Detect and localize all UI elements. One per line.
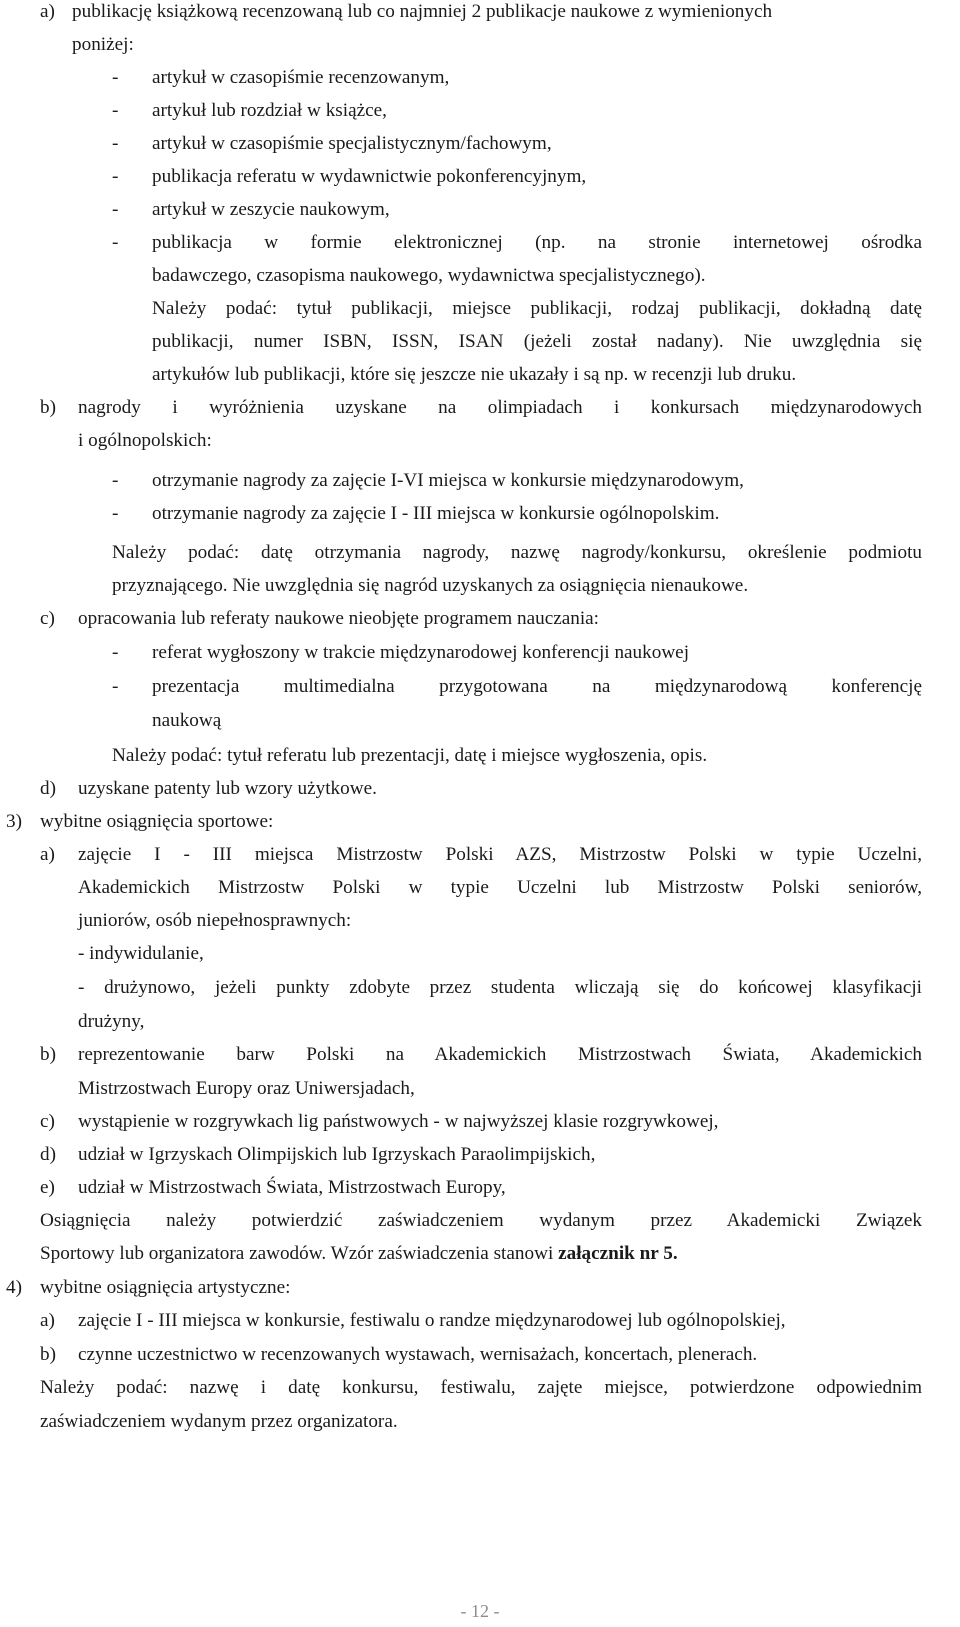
line-text: Akademickich Mistrzostw Polski w typie Uczelni lub Mistrzostw Polski seniorów, (78, 877, 922, 898)
line-text: artykuł w czasopiśmie specjalistycznym/fachowym, (152, 133, 552, 154)
line-text: opracowania lub referaty naukowe nieobjęte programem nauczania: (78, 608, 600, 629)
line-text: wybitne osiągnięcia artystyczne: (40, 1277, 291, 1298)
text-line (78, 942, 204, 966)
text-line (78, 429, 212, 453)
line-text: publikacji, numer ISBN, ISSN, ISAN (jeżeli został nadany). Nie uwzględnia się (152, 331, 922, 352)
list-marker: - (112, 133, 119, 154)
line-text: referat wygłoszony w trakcie międzynarodowej konferencji naukowej (152, 642, 690, 663)
list-marker: a) (40, 1, 55, 22)
text-line (40, 1376, 922, 1400)
line-text: publikacja w formie elektronicznej (np. na stronie internetowej ośrodka (152, 232, 922, 253)
line-text: - drużynowo, jeżeli punkty zdobyte przez studenta wliczają się do końcowej klasyfikacji (78, 977, 922, 998)
text-line (40, 810, 273, 834)
text-line (152, 231, 922, 255)
list-marker: b) (40, 397, 56, 418)
line-text: Należy podać: nazwę i datę konkursu, festiwalu, zajęte miejsce, potwierdzone odpowiednim (40, 1377, 922, 1398)
list-marker: d) (40, 1144, 56, 1165)
line-text: Należy podać: tytuł publikacji, miejsce publikacji, rodzaj publikacji, dokładną datę (152, 298, 922, 319)
list-marker: e) (40, 1177, 55, 1198)
text-line (152, 641, 689, 665)
line-text: juniorów, osób niepełnosprawnych: (78, 910, 352, 931)
list-marker: - (112, 232, 119, 253)
text-line (78, 876, 922, 900)
list-marker: - (112, 67, 119, 88)
text-line (78, 843, 922, 867)
text-line (112, 574, 748, 598)
list-marker: - (112, 676, 119, 697)
text-line (78, 1309, 786, 1333)
text-line (152, 469, 744, 493)
text-line (78, 976, 922, 1000)
line-text: wystąpienie w rozgrywkach lig państwowych - w najwyższej klasie rozgrywkowej, (78, 1111, 719, 1132)
text-line (152, 165, 586, 189)
line-text: udział w Igrzyskach Olimpijskich lub Igrzyskach Paraolimpijskich, (78, 1144, 596, 1165)
text-line (152, 363, 796, 387)
line-text: artykułów lub publikacji, które się jeszcze nie ukazały i są np. w recenzji lub druku. (152, 364, 797, 385)
text-line (78, 607, 599, 631)
list-marker: - (112, 470, 119, 491)
text-line (40, 1276, 290, 1300)
text-line (152, 709, 221, 733)
text-line (152, 198, 390, 222)
line-text: poniżej: (72, 34, 134, 55)
line-text: publikacja referatu w wydawnictwie pokonferencyjnym, (152, 166, 587, 187)
list-marker: - (112, 503, 119, 524)
list-marker: b) (40, 1344, 56, 1365)
page-number: - 12 - (460, 1601, 500, 1621)
line-text: artykuł lub rozdział w książce, (152, 100, 387, 121)
list-marker: c) (40, 1111, 55, 1132)
line-text: udział w Mistrzostwach Świata, Mistrzostwach Europy, (78, 1177, 506, 1198)
list-marker: a) (40, 1310, 55, 1331)
line-text: otrzymanie nagrody za zajęcie I-VI miejsca w konkursie międzynarodowym, (152, 470, 744, 491)
line-text: Osiągnięcia należy potwierdzić zaświadczeniem wydanym przez Akademicki Związek (40, 1210, 922, 1231)
list-marker: 3) (6, 811, 22, 832)
line-text: Sportowy lub organizatora zawodów. Wzór zaświadczenia stanowi (40, 1243, 559, 1264)
list-marker: - (112, 642, 119, 663)
list-marker: - (112, 199, 119, 220)
line-text: czynne uczestnictwo w recenzowanych wystawach, wernisażach, koncertach, plenerach. (78, 1344, 758, 1365)
line-text: - indywidulanie, (78, 943, 204, 964)
line-text: uzyskane patenty lub wzory użytkowe. (78, 778, 377, 799)
line-text: wybitne osiągnięcia sportowe: (40, 811, 274, 832)
text-line (152, 330, 922, 354)
line-text: i ogólnopolskich: (78, 430, 212, 451)
line-text: reprezentowanie barw Polski na Akademickich Mistrzostwach Świata, Akademickich (78, 1044, 922, 1065)
list-marker: - (112, 100, 119, 121)
line-text: zajęcie I - III miejsca Mistrzostw Polski AZS, Mistrzostw Polski w typie Uczelni, (78, 844, 922, 865)
list-marker: d) (40, 778, 56, 799)
text-line (112, 541, 922, 565)
text-line (78, 1043, 922, 1067)
line-text: Należy podać: tytuł referatu lub prezentacji, datę i miejsce wygłoszenia, opis. (112, 745, 708, 766)
text-line (112, 744, 707, 768)
text-line (78, 1010, 144, 1034)
list-marker: a) (40, 844, 55, 865)
text-line (152, 132, 552, 156)
text-line (78, 1343, 757, 1367)
line-text: Mistrzostwach Europy oraz Uniwersjadach, (78, 1078, 415, 1099)
text-line (78, 1143, 595, 1167)
text-line (78, 1077, 415, 1101)
text-line (78, 1110, 718, 1134)
text-line (152, 99, 387, 123)
line-text: badawczego, czasopisma naukowego, wydawnictwa specjalistycznego). (152, 265, 706, 286)
line-text: artykuł w czasopiśmie recenzowanym, (152, 67, 450, 88)
text-line (72, 33, 134, 57)
text-line (40, 1242, 678, 1266)
text-line (152, 675, 922, 699)
text-line (152, 66, 449, 90)
line-text: prezentacja multimedialna przygotowana na międzynarodową konferencję (152, 676, 922, 697)
attachment-reference: załącznik nr 5. (558, 1243, 678, 1264)
line-text: drużyny, (78, 1011, 145, 1032)
list-marker: b) (40, 1044, 56, 1065)
text-line (78, 396, 922, 420)
text-line (78, 777, 377, 801)
text-line (78, 909, 351, 933)
text-line (72, 0, 772, 24)
list-marker: 4) (6, 1277, 22, 1298)
text-line (40, 1209, 922, 1233)
line-text: nagrody i wyróżnienia uzyskane na olimpiadach i konkursach międzynarodowych (78, 397, 922, 418)
line-text: przyznającego. Nie uwzględnia się nagród uzyskanych za osiągnięcia nienaukowe. (112, 575, 749, 596)
line-text: naukową (152, 710, 222, 731)
text-line (40, 1410, 398, 1434)
line-text: zaświadczeniem wydanym przez organizatora. (40, 1411, 398, 1432)
text-line (152, 297, 922, 321)
text-line (152, 502, 719, 526)
line-text: publikację książkową recenzowaną lub co najmniej 2 publikacje naukowe z wymienionych (72, 1, 773, 22)
line-text: otrzymanie nagrody za zajęcie I - III miejsca w konkursie ogólnopolskim. (152, 503, 720, 524)
line-text: artykuł w zeszycie naukowym, (152, 199, 390, 220)
text-line (152, 264, 706, 288)
line-text: Należy podać: datę otrzymania nagrody, nazwę nagrody/konkursu, określenie podmiotu (112, 542, 922, 563)
text-line (78, 1176, 506, 1200)
line-text: zajęcie I - III miejsca w konkursie, festiwalu o randze międzynarodowej lub ogólnopolskiej, (78, 1310, 786, 1331)
list-marker: - (112, 166, 119, 187)
list-marker: c) (40, 608, 55, 629)
